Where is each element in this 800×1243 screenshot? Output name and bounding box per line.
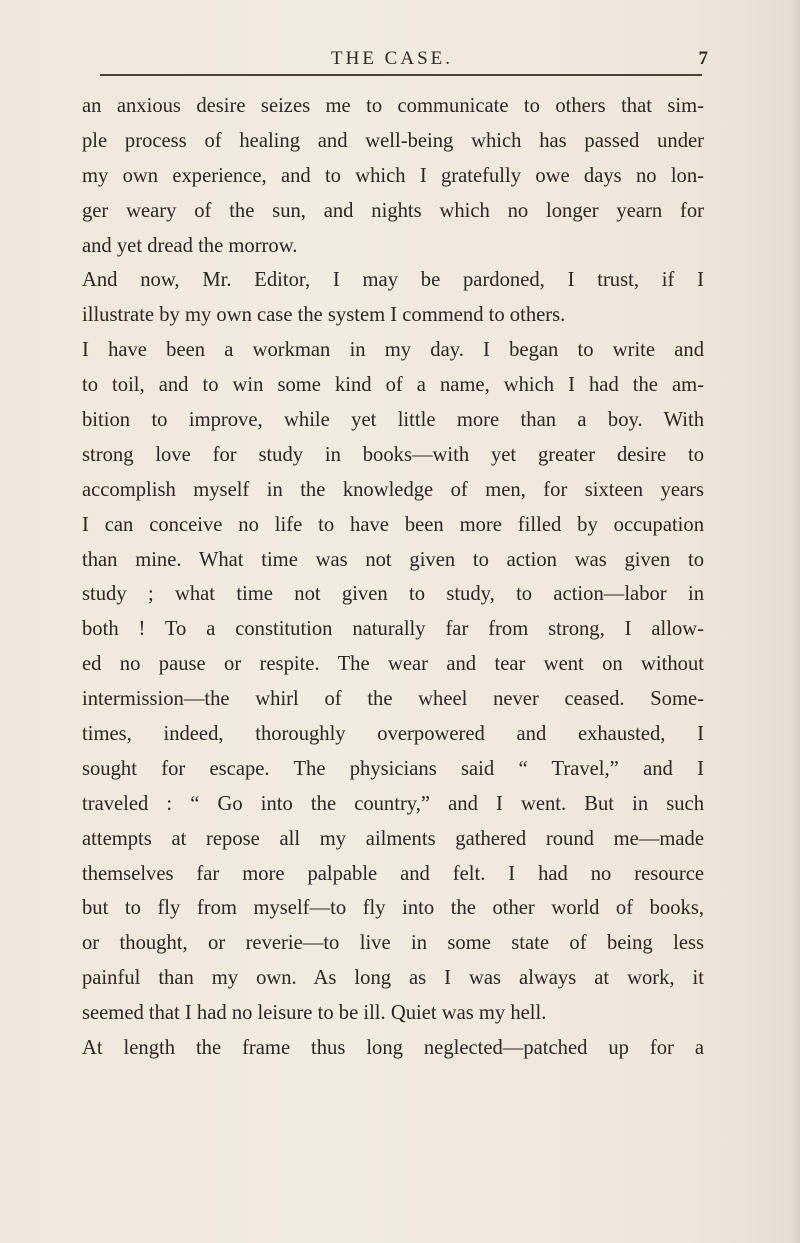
page-number: 7 [698,48,708,69]
text-line: ger weary of the sun, and nights which no longer yearn for [82,199,704,222]
text-line: intermission—the whirl of the wheel never ceased. Some- [82,688,704,711]
text-line: sought for escape. The physicians said “ Travel,” and I [82,757,704,780]
text-line: traveled : “ Go into the country,” and I went. But in such [82,792,704,815]
text-line: strong love for study in books—with yet greater desire to [82,443,704,466]
text-line: study ; what time not given to study, to action—labor in [82,583,704,606]
running-head-title: THE CASE. [331,48,453,69]
text-line: accomplish myself in the knowledge of men, for sixteen years [82,478,704,501]
body-text [82,89,704,1066]
text-line: times, indeed, thoroughly overpowered and exhausted, I [82,723,704,746]
text-line: but to fly from myself—to fly into the other world of books, [82,897,704,920]
text-line: and yet dread the morrow. [82,234,298,257]
text-line: ple process of healing and well-being which has passed under [82,129,704,152]
text-line: an anxious desire seizes me to communicate to others that sim- [82,95,704,117]
text-line: my own experience, and to which I gratefully owe days no lon- [82,164,704,187]
text-line: than mine. What time was not given to action was given to [82,548,704,571]
text-line: And now, Mr. Editor, I may be pardoned, I trust, if I [82,269,704,292]
text-line: ed no pause or respite. The wear and tear went on without [82,653,704,676]
text-line: attempts at repose all my ailments gathered round me—made [82,827,704,850]
running-head [72,44,712,80]
text-line: seemed that I had no leisure to be ill. Quiet was my hell. [82,1002,547,1025]
header-rule [100,74,702,76]
text-line: themselves far more palpable and felt. I had no resource [82,862,704,885]
text-line: or thought, or reverie—to live in some state of being less [82,932,704,955]
text-line: I have been a workman in my day. I began to write and [82,339,704,362]
page-edge-shadow [790,0,800,1243]
text-line: painful than my own. As long as I was always at work, it [82,967,704,990]
text-line: both ! To a constitution naturally far from strong, I allow- [82,618,704,641]
text-line: I can conceive no life to have been more filled by occupation [82,513,704,536]
text-line: to toil, and to win some kind of a name, which I had the am- [82,374,704,397]
text-line: At length the frame thus long neglected—patched up for a [82,1037,704,1060]
text-line: bition to improve, while yet little more than a boy. With [82,409,704,432]
text-line: illustrate by my own case the system I commend to others. [82,304,566,327]
